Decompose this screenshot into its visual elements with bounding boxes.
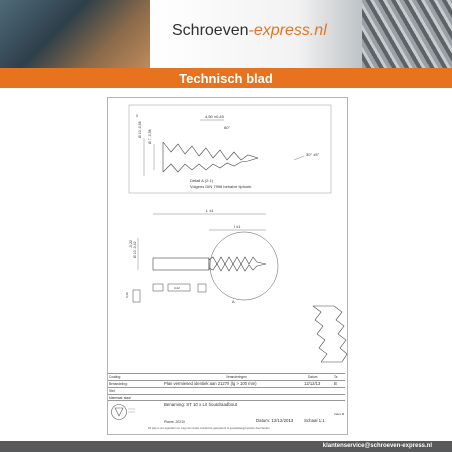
cross-section — [133, 284, 206, 302]
brand-dash: -express.nl — [248, 22, 327, 39]
tb-index-label: Index B — [334, 412, 345, 416]
detail-dim-d1: Ø 10 -0,58 — [138, 121, 142, 138]
tb-change-idx: B — [334, 381, 337, 386]
title-block — [108, 373, 345, 431]
main-dim-diam-top: -0,22 — [129, 240, 133, 248]
logo-area — [150, 0, 362, 68]
main-dim-small-2: 0,28 — [125, 292, 129, 298]
tb-change-date: 12/12/13 — [304, 381, 321, 386]
brand-logo[interactable] — [172, 22, 327, 40]
tb-material-label: Materiaal: staal — [109, 396, 131, 400]
detail-a-label: A — [232, 299, 235, 304]
page-title: Technisch blad — [179, 70, 273, 86]
main-screw-front — [313, 306, 347, 362]
tb-coating-label: Coating: — [109, 375, 121, 379]
detail-dim-angle: 60° — [224, 125, 231, 130]
company-seal-icon — [110, 403, 136, 421]
header-photo-screws — [362, 0, 452, 68]
tb-idx-header: Ta — [334, 375, 338, 379]
detail-dim-tip: 30° ±5° — [306, 152, 320, 157]
footer — [0, 441, 452, 452]
tb-date-header: Datum — [308, 375, 318, 379]
tb-name-line: Benaming: ST 10 x L/I houtdraadbout — [164, 402, 237, 407]
detail-caption: Detail A (2:1) — [190, 178, 213, 183]
main-dim-small-1: 0,22 — [174, 286, 180, 290]
tb-scale-line: Schaal 1:1 — [304, 418, 325, 423]
tb-treatment-label: Behandeling: — [109, 382, 128, 386]
detail-thread — [163, 142, 258, 172]
tb-date-line: Datum: 12/12/2013 — [256, 418, 294, 423]
tb-plan-line: Plannr. 20210 — [164, 420, 185, 424]
main-dim-thread: l ±1 — [234, 224, 241, 229]
tb-bottom — [108, 400, 345, 432]
tb-change-desc: Plan vermiesed identiek aan 2127/I (lg > 100 mm) — [164, 381, 257, 386]
footer-email-link[interactable]: klantenservice@schroeven-express.nl — [322, 443, 432, 449]
detail-caption-norm: Volgens DIN 7998 behalve tiphoek — [190, 184, 252, 189]
detail-dim-d2: Ø 7 -0,58 — [148, 129, 152, 144]
title-bar — [0, 68, 452, 88]
technical-drawing — [108, 98, 347, 373]
main-screw-side — [153, 257, 266, 271]
detail-dim-d1-top: 0 — [136, 114, 138, 118]
drawing-sheet — [107, 97, 348, 435]
tb-disclaimer: Dit plan is ons eigendom en mag niet zonder voorkennis gekopieerd of geraadpleegd worden door derden — [148, 427, 270, 430]
tb-stel-label: Stel: — [109, 389, 116, 393]
brand-main: Schroeven — [172, 22, 249, 39]
header — [0, 0, 452, 68]
tb-changes-header: Veranderingen — [226, 375, 247, 379]
detail-dim-pitch: 4,50 ±0,45 — [205, 114, 224, 119]
main-dim-total: L ±1 — [206, 208, 214, 213]
main-dim-diam: Ø 10 -0,42 — [133, 241, 137, 258]
detail-a-circle — [210, 232, 278, 300]
detail-frame — [129, 105, 331, 193]
header-photo-workshop — [0, 0, 150, 68]
